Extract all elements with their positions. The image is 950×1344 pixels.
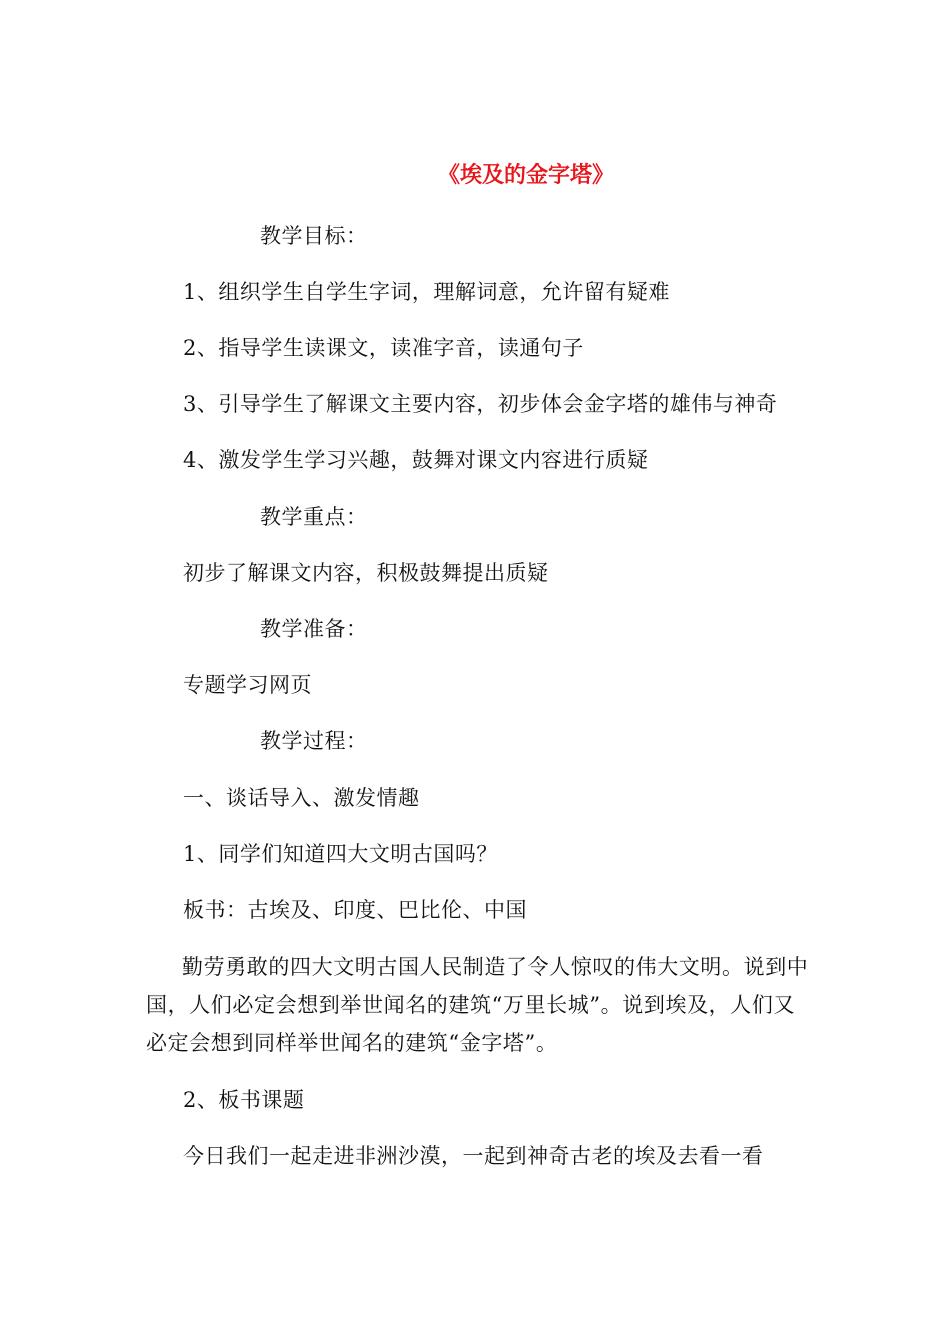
intro-paragraph-text: 勤劳勇敢的四大文明古国人民制造了令人惊叹的伟大文明。说到中国，人们必定会想到举世闻名的建筑“万里长城”。说到埃及，人们又必定会想到同样举世闻名的建筑“金字塔”。 (146, 955, 809, 1055)
key-points-text: 初步了解课文内容，积极鼓舞提出质疑 (183, 561, 549, 585)
goal-item-2: 2、指导学生读课文，读准字音，读通句子 (183, 336, 584, 360)
document-title: 《埃及的金字塔》 (438, 163, 615, 188)
goal-item-3: 3、引导学生了解课文主要内容，初步体会金字塔的雄伟与神奇 (183, 392, 778, 416)
blackboard-text: 板书：古埃及、印度、巴比伦、中国 (183, 898, 527, 922)
intro-paragraph (146, 948, 810, 1062)
goal-item-1: 1、组织学生自学生字词，理解词意，允许留有疑难 (183, 280, 670, 304)
closing-text: 今日我们一起走进非洲沙漠，一起到神奇古老的埃及去看一看 (183, 1144, 764, 1168)
heading-process: 教学过程： (260, 729, 368, 753)
process-step-1: 1、同学们知道四大文明古国吗？ (183, 842, 498, 866)
process-step-2: 2、板书课题 (183, 1088, 305, 1112)
heading-teaching-goals: 教学目标： (260, 224, 368, 248)
heading-preparation: 教学准备： (260, 617, 368, 641)
process-section-1: 一、谈话导入、激发情趣 (183, 786, 420, 810)
preparation-text: 专题学习网页 (183, 673, 312, 697)
goal-item-4: 4、激发学生学习兴趣，鼓舞对课文内容进行质疑 (183, 448, 649, 472)
heading-key-points: 教学重点： (260, 505, 368, 529)
